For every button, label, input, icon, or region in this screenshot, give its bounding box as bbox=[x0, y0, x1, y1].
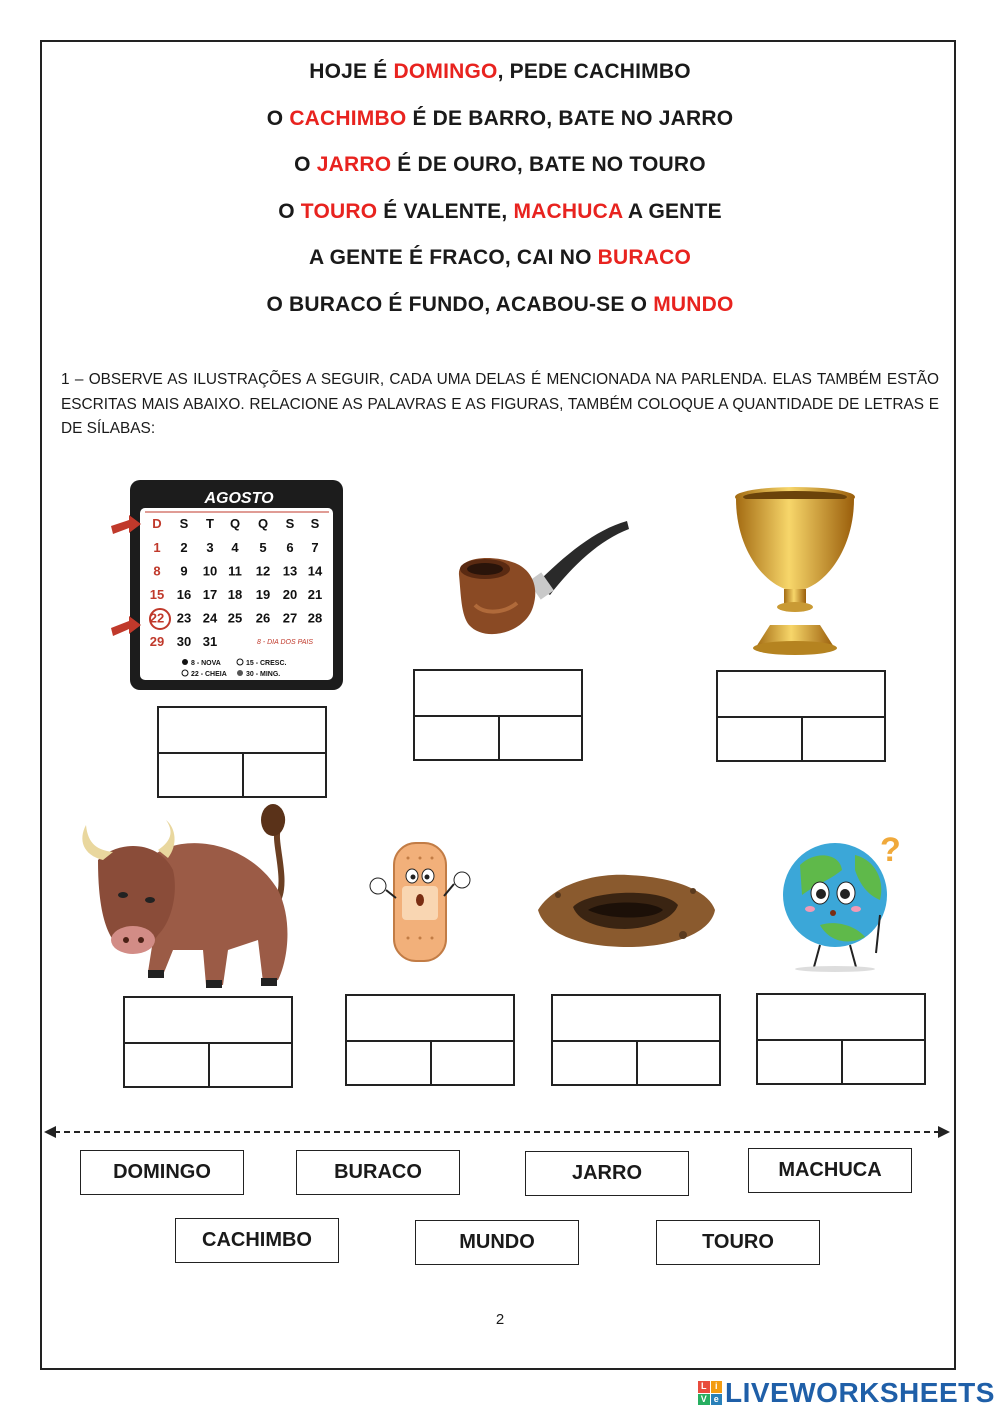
syllables-divider bbox=[498, 715, 500, 759]
earth-picture bbox=[780, 825, 910, 973]
calendar-day: 2 bbox=[180, 540, 188, 555]
calendar-month: AGOSTO bbox=[204, 490, 274, 507]
syllables-divider bbox=[801, 716, 803, 760]
calendar-weekday: S bbox=[310, 516, 320, 531]
calendar-day: 28 bbox=[307, 610, 323, 626]
poem-text: O BURACO É FUNDO, ACABOU-SE O bbox=[266, 293, 654, 316]
poem-line bbox=[0, 293, 1000, 317]
answer-box-cup[interactable] bbox=[716, 670, 886, 762]
calendar-day: 9 bbox=[180, 563, 188, 579]
calendar-day: 16 bbox=[176, 587, 192, 602]
letters-field[interactable] bbox=[415, 671, 581, 717]
poem-text: O bbox=[278, 200, 301, 223]
poem-text: , PEDE CACHIMBO bbox=[497, 60, 691, 83]
poem-highlight-word: TOURO bbox=[300, 200, 378, 223]
word-card-cachimbo[interactable]: CACHIMBO bbox=[175, 1218, 339, 1263]
letters-field[interactable] bbox=[758, 995, 924, 1041]
syllables-divider bbox=[208, 1042, 210, 1086]
dashed-divider bbox=[44, 1124, 950, 1140]
letters-field[interactable] bbox=[159, 708, 325, 754]
poem-line bbox=[0, 200, 1000, 224]
letters-field[interactable] bbox=[718, 672, 884, 718]
calendar-day: 27 bbox=[282, 610, 298, 626]
calendar-day: 22 bbox=[149, 610, 165, 626]
word-card-mundo[interactable]: MUNDO bbox=[415, 1220, 579, 1265]
calendar-weekday: T bbox=[206, 516, 214, 531]
poem-text: HOJE É bbox=[309, 60, 394, 83]
bull-picture bbox=[78, 800, 303, 990]
poem-highlight-word: MUNDO bbox=[653, 293, 734, 316]
word-card-buraco[interactable]: BURACO bbox=[296, 1150, 460, 1195]
calendar-legend: 22 - CHEIA bbox=[191, 671, 227, 678]
calendar-day: 12 bbox=[255, 563, 271, 579]
answer-box-calendar[interactable] bbox=[157, 706, 327, 798]
calendar-day: 30 bbox=[176, 634, 192, 649]
calendar-picture bbox=[105, 478, 345, 692]
hole-picture bbox=[533, 855, 718, 955]
svg-text:?: ? bbox=[880, 831, 901, 869]
calendar-day: 18 bbox=[227, 587, 243, 602]
calendar-note: 8 - DIA DOS PAIS bbox=[256, 639, 314, 646]
calendar-day: 19 bbox=[255, 587, 271, 602]
calendar-legend: 30 - MING. bbox=[246, 671, 281, 678]
letters-field[interactable] bbox=[553, 996, 719, 1042]
calendar-day: 26 bbox=[255, 610, 271, 626]
answer-box-hole[interactable] bbox=[551, 994, 721, 1086]
poem-text: É VALENTE, bbox=[377, 200, 514, 223]
answer-box-earth[interactable] bbox=[756, 993, 926, 1085]
poem-line bbox=[0, 246, 1000, 270]
answer-box-pipe[interactable] bbox=[413, 669, 583, 761]
calendar-day: 4 bbox=[231, 540, 239, 555]
syllables-divider bbox=[242, 752, 244, 796]
poem-highlight-word: CACHIMBO bbox=[289, 107, 407, 130]
letters-field[interactable] bbox=[347, 996, 513, 1042]
calendar-legend: 8 - NOVA bbox=[191, 660, 221, 667]
instructions: 1 – OBSERVE AS ILUSTRAÇÕES A SEGUIR, CADA UMA DELAS É MENCIONADA NA PARLENDA. ELAS TAMBÉM ESTÃO ESCRITAS MAIS ABAIXO. RELACIONE AS PALAVRAS E AS FIGURAS, TAMBÉM COLOQUE A QUANTIDADE DE LETRAS E DE SÍLABAS: bbox=[61, 371, 939, 437]
calendar-day: 25 bbox=[227, 610, 243, 626]
poem-highlight-word: BURACO bbox=[597, 246, 692, 269]
page-number: 2 bbox=[495, 1311, 505, 1328]
calendar-day: 21 bbox=[307, 587, 323, 602]
poem-text: A GENTE É FRACO, CAI NO bbox=[308, 246, 598, 269]
calendar-day: 3 bbox=[206, 540, 214, 555]
poem-text: O bbox=[294, 153, 317, 176]
calendar-day: 7 bbox=[311, 540, 319, 555]
answer-box-bandage[interactable] bbox=[345, 994, 515, 1086]
word-card-touro[interactable]: TOURO bbox=[656, 1220, 820, 1265]
calendar-weekday: S bbox=[285, 516, 295, 531]
calendar-day: 20 bbox=[282, 587, 298, 602]
pipe-picture bbox=[455, 515, 633, 645]
golden-cup-picture bbox=[730, 485, 860, 657]
poem-line bbox=[0, 60, 1000, 84]
calendar-day: 5 bbox=[259, 540, 267, 555]
word-card-machuca[interactable]: MACHUCA bbox=[748, 1148, 912, 1193]
poem-text: O bbox=[266, 107, 290, 130]
poem-text: A GENTE bbox=[622, 200, 722, 223]
calendar-day: 24 bbox=[202, 610, 218, 626]
poem-highlight-word: MACHUCA bbox=[513, 200, 623, 223]
calendar-legend: 15 - CRESC. bbox=[246, 660, 287, 667]
calendar-day: 15 bbox=[149, 587, 165, 602]
calendar-weekday: S bbox=[179, 516, 189, 531]
bandage-picture bbox=[366, 838, 472, 968]
word-card-jarro[interactable]: JARRO bbox=[525, 1151, 689, 1196]
brand-name: LIVEWORKSHEETS bbox=[725, 1377, 995, 1408]
brand-logo bbox=[698, 1376, 995, 1410]
calendar-day: 10 bbox=[202, 563, 218, 579]
answer-box-bull[interactable] bbox=[123, 996, 293, 1088]
poem-text: É DE OURO, BATE NO TOURO bbox=[391, 153, 706, 176]
calendar-day: 6 bbox=[286, 540, 294, 555]
calendar-day: 29 bbox=[149, 634, 165, 649]
letters-field[interactable] bbox=[125, 998, 291, 1044]
syllables-divider bbox=[841, 1039, 843, 1083]
word-card-domingo[interactable]: DOMINGO bbox=[80, 1150, 244, 1195]
poem-line bbox=[0, 153, 1000, 177]
calendar-weekday: Q bbox=[257, 516, 269, 531]
calendar-weekday: D bbox=[152, 516, 162, 531]
brand-logo-icon: L i V e bbox=[698, 1381, 722, 1405]
calendar-day: 14 bbox=[307, 563, 323, 579]
syllables-divider bbox=[430, 1040, 432, 1084]
calendar-day: 23 bbox=[176, 610, 192, 626]
poem-line bbox=[0, 107, 1000, 131]
calendar-weekday: Q bbox=[229, 516, 241, 531]
calendar-day: 13 bbox=[282, 563, 298, 579]
calendar-day: 11 bbox=[228, 563, 242, 579]
calendar-day: 31 bbox=[202, 634, 218, 649]
poem-highlight-word: DOMINGO bbox=[393, 60, 498, 83]
poem-highlight-word: JARRO bbox=[316, 153, 392, 176]
calendar-day: 1 bbox=[153, 540, 161, 555]
calendar-day: 8 bbox=[153, 563, 161, 579]
poem-text: É DE BARRO, BATE NO JARRO bbox=[406, 107, 734, 130]
calendar-day: 17 bbox=[202, 587, 218, 602]
syllables-divider bbox=[636, 1040, 638, 1084]
